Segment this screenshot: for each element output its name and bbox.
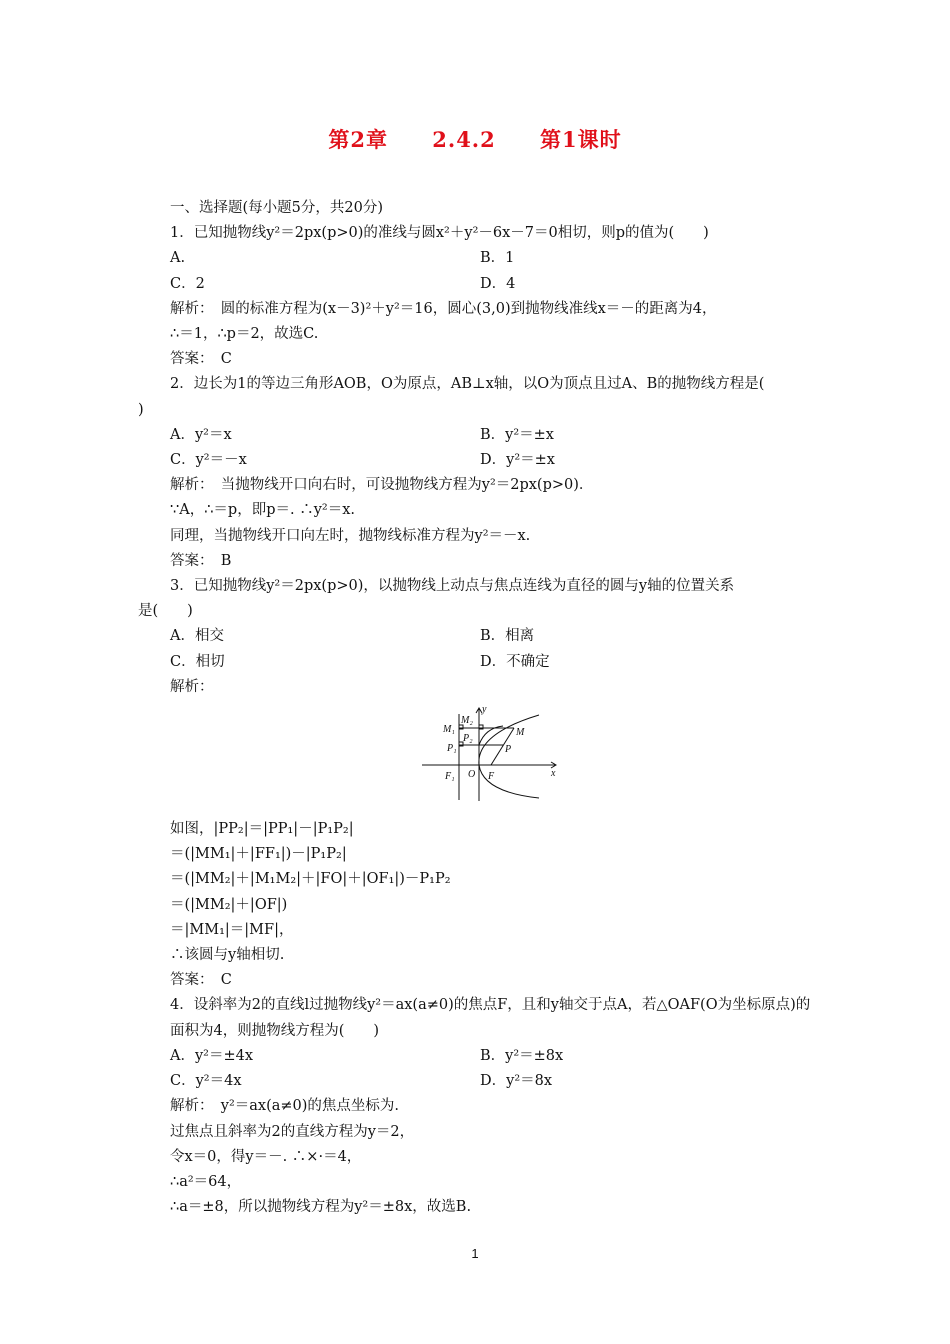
q2-option-a: A．y²＝x (170, 426, 232, 443)
document-body (138, 196, 818, 1220)
label-p1: P₁ (447, 743, 457, 755)
q4-solution-line: 过焦点且斜率为2的直线方程为y＝2， (170, 1123, 415, 1140)
label-f1: F₁ (445, 771, 455, 783)
q4-option-b: B．y²＝±8x (480, 1047, 564, 1064)
q1-option-a: A. (170, 250, 186, 267)
title-lesson: 第1课时 (540, 127, 622, 152)
parabola-diagram (420, 704, 562, 804)
q1-stem: 1．已知抛物线y²＝2px(p>0)的准线与圆x²＋y²－6x－7＝0相切，则p的值为( ) (170, 225, 709, 242)
page-title (0, 124, 950, 154)
label-f: F (488, 771, 495, 783)
q3-derivation-line: ＝(|MM₂|＋|OF|) (170, 896, 288, 913)
q4-stem: 4．设斜率为2的直线l过抛物线y²＝ax(a≠0)的焦点F，且和y轴交于点A，若△OAF(O为坐标原点)的面积为4，则抛物线方程为( ) (170, 997, 811, 1039)
q4-option-a: A．y²＝±4x (170, 1047, 254, 1064)
label-p: P (505, 744, 512, 756)
title-section: 2.4.2 (432, 127, 496, 152)
q4-solution-line: ∴a＝±8，所以抛物线方程为y²＝±8x，故选B. (170, 1199, 472, 1216)
q4-options-row2 (138, 1069, 818, 1094)
q3-options-row1 (138, 624, 818, 649)
title-chapter: 第2章 (328, 127, 388, 152)
q4-option-c: C．y²＝4x (170, 1073, 242, 1090)
page-number: 1 (471, 1246, 479, 1261)
q1-options-row2 (138, 272, 818, 297)
q1-solution-line: 解析： 圆的标准方程为(x－3)²＋y²＝16，圆心(3,0)到抛物线准线x＝－的距离为4， (170, 300, 717, 317)
q1-answer: 答案： C (170, 351, 232, 368)
q3-stem: 3．已知抛物线y²＝2px(p>0)，以抛物线上动点与焦点连线为直径的圆与y轴的位置关系 (170, 578, 735, 595)
q2-option-d: D．y²＝±x (480, 452, 555, 469)
label-m2: M₂ (461, 715, 473, 727)
q1-option-b: B．1 (480, 250, 515, 267)
q4-options-row1 (138, 1044, 818, 1069)
q4-solution-line: ∴a²＝64， (170, 1173, 242, 1190)
q2-options-row2 (138, 448, 818, 473)
q2-stem: 2．边长为1的等边三角形AOB，O为原点，AB⊥x轴，以O为顶点且过A、B的抛物线方程是( (170, 376, 765, 393)
parabola-curve (479, 715, 539, 798)
q2-stem-cont: ) (138, 401, 144, 418)
q3-option-d: D．不确定 (480, 653, 550, 670)
q3-answer: 答案： C (170, 972, 232, 989)
q1-solution-line: ∴＝1，∴p＝2，故选C. (170, 326, 319, 343)
q3-stem-cont: 是( ) (138, 603, 193, 620)
label-y: y (482, 704, 487, 716)
parabola-figure (138, 704, 818, 809)
q1-option-d: D．4 (480, 275, 516, 292)
label-p2: P₂ (463, 733, 473, 745)
q3-option-b: B．相离 (480, 628, 535, 645)
q3-derivation-line: ＝(|MM₂|＋|M₁M₂|＋|FO|＋|OF₁|)－P₁P₂ (170, 871, 451, 888)
q4-option-d: D．y²＝8x (480, 1073, 553, 1090)
q2-answer: 答案： B (170, 552, 232, 569)
section-heading: 一、选择题(每小题5分，共20分) (170, 200, 383, 216)
label-m: M (516, 727, 525, 739)
q2-option-b: B．y²＝±x (480, 426, 554, 443)
label-m1: M₁ (443, 724, 455, 736)
label-x: x (551, 768, 556, 780)
q2-option-c: C．y²＝－x (170, 452, 247, 469)
q3-options-row2 (138, 650, 818, 675)
q4-solution-line: 解析： y²＝ax(a≠0)的焦点坐标为. (170, 1098, 400, 1115)
q2-solution-line: 解析： 当抛物线开口向右时，可设抛物线方程为y²＝2px(p>0)． (170, 477, 594, 494)
q3-derivation-line: ＝(|MM₁|＋|FF₁|)－|P₁P₂| (170, 846, 347, 863)
q2-options-row1 (138, 423, 818, 448)
q3-option-a: A．相交 (170, 628, 224, 645)
q3-derivation-line: ＝|MM₁|＝|MF|， (170, 921, 294, 938)
label-o: O (468, 769, 476, 781)
q2-solution-line: ∵A，∴＝p，即p＝. ∴y²＝x. (170, 502, 355, 519)
q1-option-c: C．2 (170, 275, 205, 292)
q3-option-c: C．相切 (170, 653, 225, 670)
q1-options-row1 (138, 246, 818, 271)
q4-solution-line: 令x＝0，得y＝－. ∴×·＝4， (170, 1148, 362, 1165)
q3-derivation-line: ∴该圆与y轴相切. (170, 947, 285, 964)
q3-derivation-line: 如图，|PP₂|＝|PP₁|－|P₁P₂| (170, 821, 354, 838)
q2-solution-line: 同理，当抛物线开口向左时，抛物线标准方程为y²＝－x. (170, 527, 531, 544)
q3-solution-label: 解析： (170, 678, 214, 695)
